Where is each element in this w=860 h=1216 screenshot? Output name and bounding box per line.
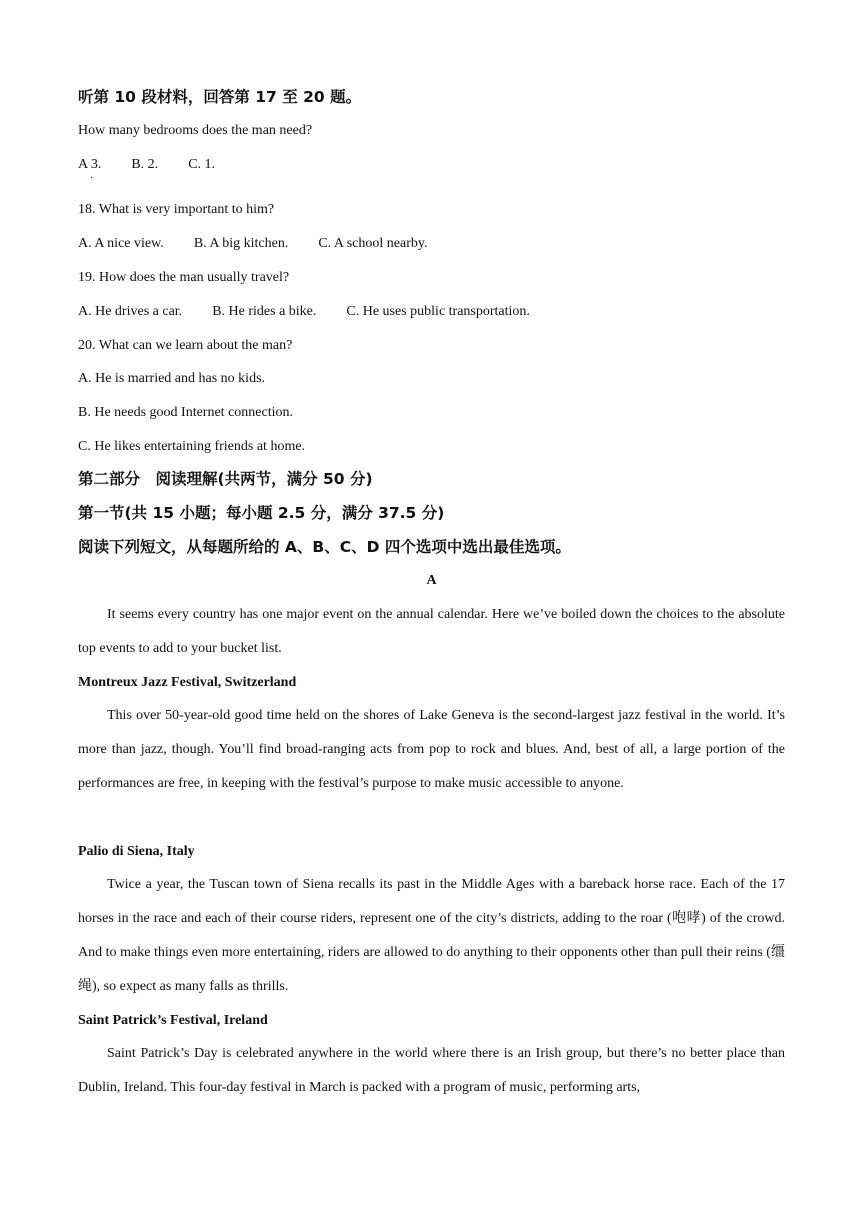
question-17-text: How many bedrooms does the man need? (78, 123, 313, 138)
section-title-montreux: Montreux Jazz Festival, Switzerland (78, 675, 297, 690)
part-two-heading: 第二部分 阅读理解(共两节，满分 50 分) (78, 470, 373, 488)
question-17-options (78, 156, 215, 174)
question-17-option-c: C. 1. (188, 157, 216, 172)
section-body-saint-patrick: Saint Patrick’s Day is celebrated anywhere in the world where there is an Irish group, but there’s no better place than Dublin, Ireland. This four-day festival in March is packed with a program of music, performing arts, (78, 1046, 785, 1095)
section-one-heading: 第一节(共 15 小题；每小题 2.5 分，满分 37.5 分) (78, 504, 445, 522)
question-18-option-b: B. A big kitchen. (193, 236, 289, 251)
question-18-text: 18. What is very important to him? (78, 202, 275, 217)
intro-paragraph: It seems every country has one major event on the annual calendar. Here we’ve boiled down the choices to the absolute top events to add to your bucket list. (78, 607, 785, 656)
question-18-options (78, 235, 427, 253)
question-19-option-c: C. He uses public transportation. (346, 304, 530, 319)
question-17-option-b: B. 2. (131, 157, 159, 172)
section-body-palio: Twice a year, the Tuscan town of Siena recalls its past in the Middle Ages with a bareback horse race. Each of the 17 horses in the race and each of their course riders, represent one of the city’s districts, adding to the roar (咆哮) of the crowd. And to make things even more entertaining, riders are allowed to do anything to their opponents other than pull their reins (缰绳), so expect as many falls as thrills. (78, 877, 785, 994)
listening-section-heading: 听第 10 段材料，回答第 17 至 20 题。 (78, 88, 362, 106)
section-title-saint-patrick: Saint Patrick’s Festival, Ireland (78, 1013, 268, 1028)
section-title-palio: Palio di Siena, Italy (78, 844, 195, 859)
question-19-option-a: A. He drives a car. (78, 304, 183, 319)
stray-dot-mark: · (90, 173, 94, 184)
question-19-options (78, 303, 530, 321)
question-20-option-b: B. He needs good Internet connection. (78, 405, 293, 420)
question-20-option-c: C. He likes entertaining friends at home. (78, 439, 306, 454)
question-19-text: 19. How does the man usually travel? (78, 270, 290, 285)
question-18-option-a: A. A nice view. (78, 236, 164, 251)
question-20-text: 20. What can we learn about the man? (78, 338, 293, 353)
passage-letter: A (426, 573, 437, 588)
section-body-montreux: This over 50-year-old good time held on the shores of Lake Geneva is the second-largest jazz festival in the world. It’s more than jazz, though. You’ll find broad-ranging acts from pop to rock and blues. And, best of all, a large portion of the performances are free, in keeping with the festival’s purpose to make music accessible to anyone. (78, 708, 785, 791)
question-20-option-a: A. He is married and has no kids. (78, 371, 266, 386)
question-17-option-a: A 3. (78, 157, 102, 172)
reading-instructions: 阅读下列短文，从每题所给的 A、B、C、D 四个选项中选出最佳选项。 (78, 538, 571, 556)
question-19-option-b: B. He rides a bike. (212, 304, 317, 319)
question-18-option-c: C. A school nearby. (318, 236, 428, 251)
